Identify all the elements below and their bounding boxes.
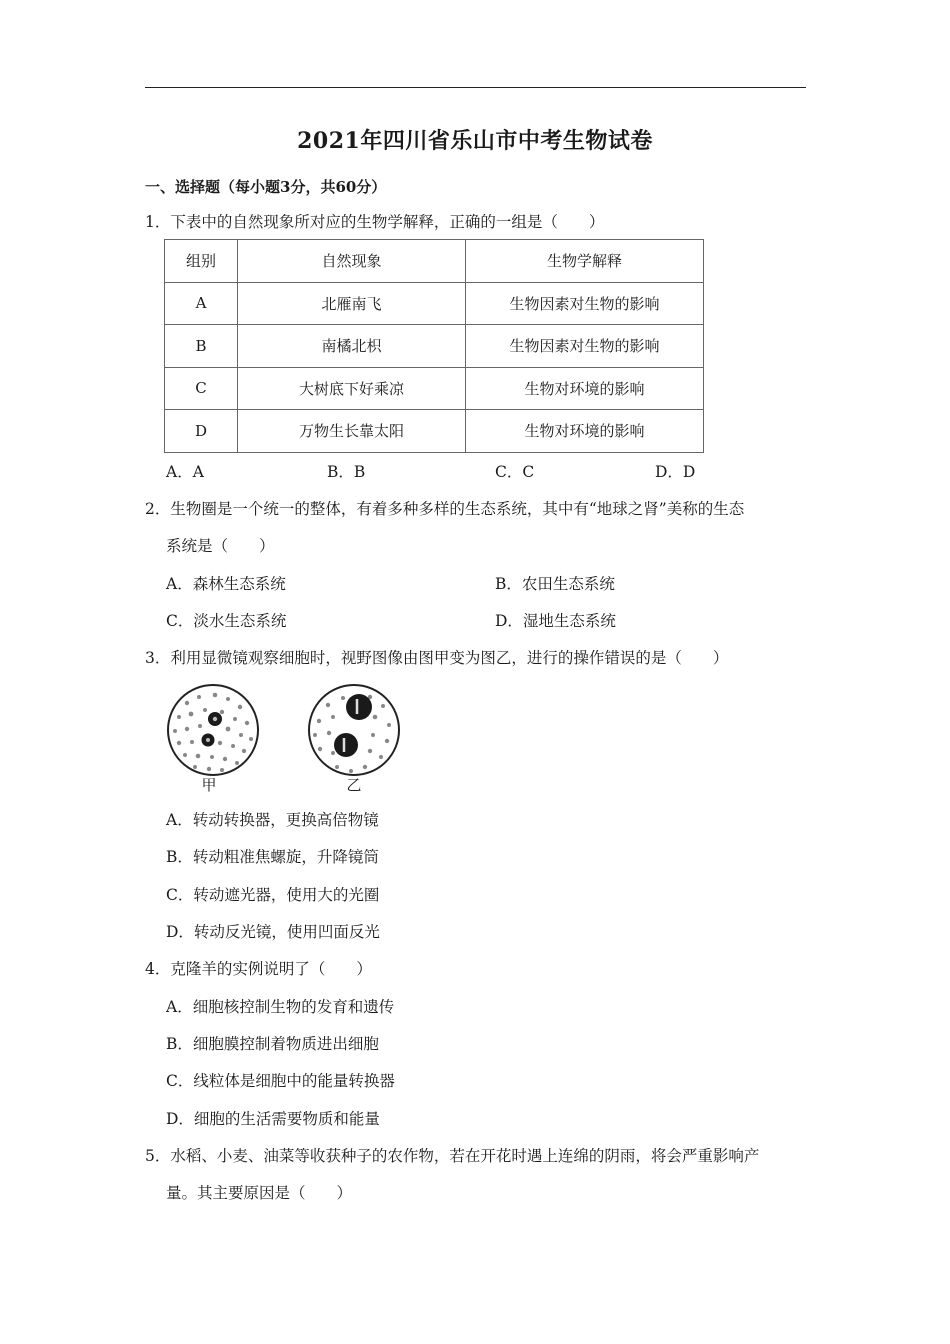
q1-option-b[interactable]: B．B	[327, 463, 366, 481]
fig-label-yi: 乙	[346, 776, 362, 794]
table-header-cell: 组别	[165, 240, 238, 283]
table-row	[165, 367, 704, 410]
table-cell: 南橘北枳	[238, 325, 466, 368]
table-header-row	[165, 240, 704, 283]
table-cell: C	[165, 367, 238, 410]
q1-option-c[interactable]: C．C	[495, 463, 535, 481]
table-cell: 生物对环境的影响	[466, 410, 704, 453]
q2-stem-line1: 2．生物圈是一个统一的整体，有着多种多样的生态系统，其中有“地球之肾”美称的生态	[145, 500, 745, 518]
table-cell: 万物生长靠太阳	[238, 410, 466, 453]
table-row	[165, 325, 704, 368]
table-row	[165, 410, 704, 453]
q4-option-b[interactable]: B．细胞膜控制着物质进出细胞	[166, 1035, 379, 1053]
table-header-cell: 生物学解释	[466, 240, 704, 283]
table-header-cell: 自然现象	[238, 240, 466, 283]
q2-option-a[interactable]: A．森林生态系统	[166, 575, 286, 593]
table-cell: 北雁南飞	[238, 282, 466, 325]
q3-option-b[interactable]: B．转动粗准焦螺旋，升降镜筒	[166, 848, 379, 866]
q3-option-a[interactable]: A．转动转换器，更换高倍物镜	[166, 811, 379, 829]
table-cell: A	[165, 282, 238, 325]
q1-table	[164, 239, 704, 453]
q3-option-c[interactable]: C．转动遮光器，使用大的光圈	[166, 886, 380, 904]
q4-option-a[interactable]: A．细胞核控制生物的发育和遗传	[166, 998, 395, 1016]
fig-label-jia: 甲	[201, 776, 217, 794]
table-row	[165, 282, 704, 325]
q3-stem: 3．利用显微镜观察细胞时，视野图像由图甲变为图乙，进行的操作错误的是（ ）	[145, 649, 729, 667]
q1-option-a[interactable]: A．A	[166, 463, 204, 481]
q1-stem: 1．下表中的自然现象所对应的生物学解释，正确的一组是（ ）	[145, 213, 605, 231]
q2-option-b[interactable]: B．农田生态系统	[495, 575, 615, 593]
table-cell: 生物对环境的影响	[466, 367, 704, 410]
page-title: 2021年四川省乐山市中考生物试卷	[297, 128, 653, 154]
section-heading: 一、选择题（每小题3分，共60分）	[145, 178, 387, 196]
table-cell: B	[165, 325, 238, 368]
table-cell: D	[165, 410, 238, 453]
table-cell: 生物因素对生物的影响	[466, 282, 704, 325]
microscope-figure	[165, 683, 405, 795]
q2-stem-line2: 系统是（ ）	[166, 537, 275, 555]
field-yi-icon	[309, 685, 399, 775]
table-cell: 生物因素对生物的影响	[466, 325, 704, 368]
q5-stem-line1: 5．水稻、小麦、油菜等收获种子的农作物，若在开花时遇上连绵的阴雨，将会严重影响产	[145, 1147, 760, 1165]
header-rule	[145, 87, 806, 88]
q4-option-c[interactable]: C．线粒体是细胞中的能量转换器	[166, 1072, 395, 1090]
q2-option-c[interactable]: C．淡水生态系统	[166, 612, 287, 630]
q4-stem: 4．克隆羊的实例说明了（ ）	[145, 960, 372, 978]
q4-option-d[interactable]: D．细胞的生活需要物质和能量	[166, 1110, 380, 1128]
q1-option-d[interactable]: D．D	[655, 463, 696, 481]
q5-stem-line2: 量。其主要原因是（ ）	[166, 1184, 353, 1202]
q3-option-d[interactable]: D．转动反光镜，使用凹面反光	[166, 923, 380, 941]
table-cell: 大树底下好乘凉	[238, 367, 466, 410]
q2-option-d[interactable]: D．湿地生态系统	[495, 612, 616, 630]
field-jia-icon	[168, 685, 258, 775]
